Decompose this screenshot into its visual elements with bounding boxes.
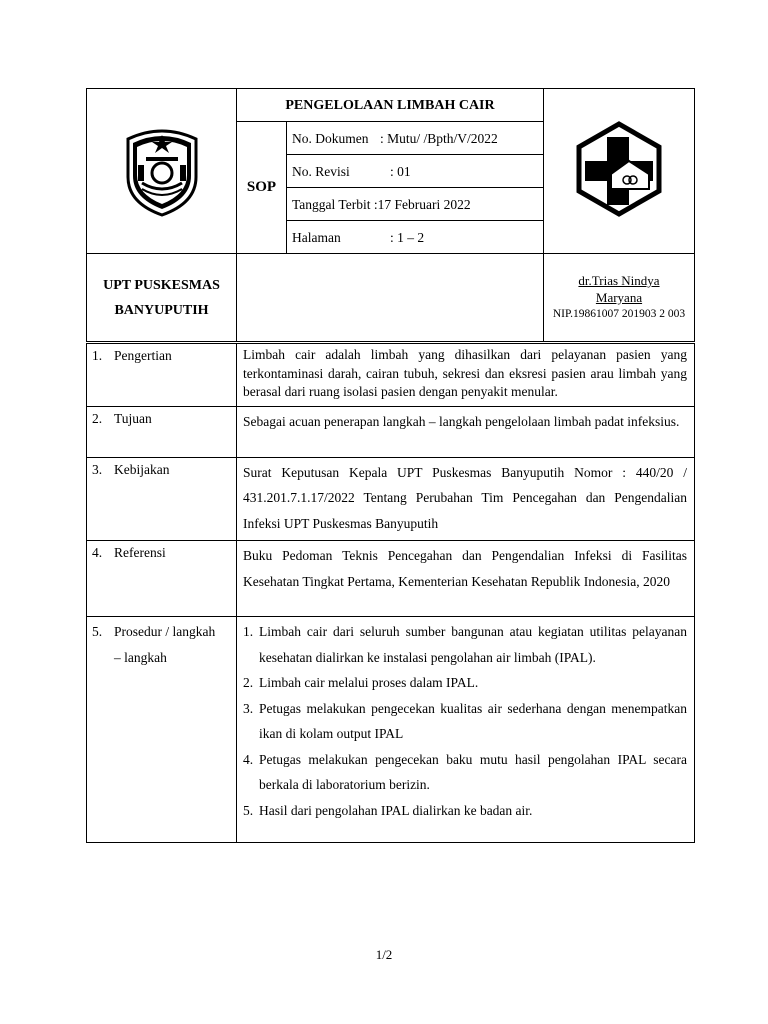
section-purpose-text: Sebagai acuan penerapan langkah – langkah pengelolaan limbah padat infeksius. xyxy=(237,406,695,457)
section-label: 5. Prosedur / langkah – langkah xyxy=(87,617,237,843)
document-title: PENGELOLAAN LIMBAH CAIR xyxy=(237,89,544,122)
section-definition-text: Limbah cair adalah limbah yang dihasilkan dari pelayanan pasien yang terkontaminasi darah, cairan tubuh, sekresi dan eksresi pasien arau limbah yang berasal dari ruang isolasi pasien dengan penyakit menular. xyxy=(237,344,695,407)
section-policy-text: Surat Keputusan Kepala UPT Puskesmas Banyuputih Nomor : 440/20 / 431.201.7.1.17/2022 Tentang Perubahan Tim Pencegahan dan Pengendalian Infeksi UPT Puskesmas Banyuputih xyxy=(237,457,695,541)
puskesmas-logo-cell xyxy=(544,89,695,254)
sop-content-table xyxy=(86,343,695,843)
organization-name: UPT PUSKESMAS BANYUPUTIH xyxy=(87,254,237,342)
regency-logo-cell xyxy=(87,89,237,254)
meta-doc-number: No. Dokumen : Mutu/ /Bpth/V/2022 xyxy=(287,122,544,155)
section-label: 2. Tujuan xyxy=(87,406,237,457)
meta-issue-date: Tanggal Terbit :17 Februari 2022 xyxy=(287,188,544,221)
meta-page: Halaman : 1 – 2 xyxy=(287,221,544,254)
procedure-step: 5. Hasil dari pengolahan IPAL dialirkan ke badan air. xyxy=(243,802,533,818)
section-label: 3. Kebijakan xyxy=(87,457,237,541)
signer-name-line2: Maryana xyxy=(595,290,643,305)
procedure-step: 2. Limbah cair melalui proses dalam IPAL. xyxy=(243,675,479,690)
signer-nip: NIP.19861007 201903 2 003 xyxy=(552,308,686,320)
signer-name-line1: dr.Trias Nindya xyxy=(578,273,660,288)
blank-signature-area xyxy=(237,254,544,342)
procedure-step: 1. Limbah cair dari seluruh sumber bangunan atau kegiatan utilitas pelayanan kesehatan dialirkan ke instalasi pengolahan air limbah (IPAL). xyxy=(243,624,687,665)
section-reference-text: Buku Pedoman Teknis Pencegahan dan Pengendalian Infeksi di Fasilitas Kesehatan Tingkat Pertama, Kementerian Kesehatan Republik Indonesia, 2020 xyxy=(237,541,695,617)
procedure-step: 4. Petugas melakukan pengecekan baku mutu hasil pengolahan IPAL secara berkala di laboratorium berizin. xyxy=(243,751,687,792)
section-label: 4. Referensi xyxy=(87,541,237,617)
puskesmas-logo-icon xyxy=(571,121,667,217)
sop-header-table xyxy=(86,88,695,342)
section-label: 1. Pengertian xyxy=(87,344,237,407)
procedure-step: 3. Petugas melakukan pengecekan kualitas air sederhana dengan menempatkan ikan di kolam output IPAL xyxy=(243,700,687,741)
sop-label: SOP xyxy=(237,122,287,254)
page-number: 1/2 xyxy=(375,947,393,962)
signer-block xyxy=(544,254,695,342)
meta-revision: No. Revisi : 01 xyxy=(287,155,544,188)
regency-crest-icon xyxy=(124,121,200,217)
procedure-steps xyxy=(237,617,695,843)
